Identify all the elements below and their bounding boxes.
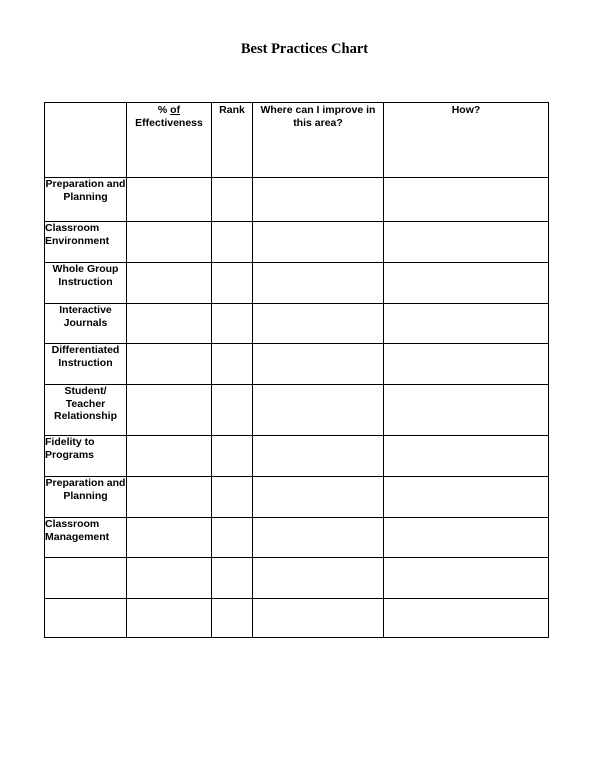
where-improve-cell[interactable] — [253, 436, 384, 477]
header-where-improve: Where can I improve in this area? — [253, 103, 384, 178]
header-effectiveness-suffix: Effectiveness — [135, 116, 203, 129]
row-label — [45, 599, 127, 638]
how-cell[interactable] — [384, 222, 549, 263]
best-practices-table — [44, 102, 549, 638]
rank-cell[interactable] — [212, 436, 253, 477]
effectiveness-cell[interactable] — [127, 518, 212, 558]
where-improve-cell[interactable] — [253, 263, 384, 304]
effectiveness-cell[interactable] — [127, 436, 212, 477]
table-row — [45, 558, 549, 599]
rank-cell[interactable] — [212, 263, 253, 304]
effectiveness-cell[interactable] — [127, 385, 212, 436]
row-label: Preparation and Planning — [45, 477, 127, 518]
header-corner-cell — [45, 103, 127, 178]
rank-cell[interactable] — [212, 599, 253, 638]
how-cell[interactable] — [384, 599, 549, 638]
effectiveness-cell[interactable] — [127, 222, 212, 263]
header-how: How? — [384, 103, 549, 178]
where-improve-cell[interactable] — [253, 518, 384, 558]
header-rank: Rank — [212, 103, 253, 178]
effectiveness-cell[interactable] — [127, 263, 212, 304]
page-title: Best Practices Chart — [240, 41, 369, 57]
row-label: Interactive Journals — [45, 304, 127, 344]
how-cell[interactable] — [384, 263, 549, 304]
row-label — [45, 558, 127, 599]
rank-cell[interactable] — [212, 558, 253, 599]
rank-cell[interactable] — [212, 518, 253, 558]
table-row — [45, 222, 549, 263]
effectiveness-cell[interactable] — [127, 304, 212, 344]
rank-cell[interactable] — [212, 477, 253, 518]
table-row — [45, 477, 549, 518]
row-label: Preparation and Planning — [45, 178, 127, 222]
where-improve-cell[interactable] — [253, 344, 384, 385]
how-cell[interactable] — [384, 344, 549, 385]
effectiveness-cell[interactable] — [127, 558, 212, 599]
table-row — [45, 518, 549, 558]
rank-cell[interactable] — [212, 385, 253, 436]
effectiveness-cell[interactable] — [127, 344, 212, 385]
where-improve-cell[interactable] — [253, 304, 384, 344]
how-cell[interactable] — [384, 304, 549, 344]
rank-cell[interactable] — [212, 222, 253, 263]
table-row — [45, 263, 549, 304]
table-row — [45, 385, 549, 436]
row-label: Classroom Management — [45, 518, 127, 558]
header-effectiveness-prefix: % — [157, 104, 171, 116]
table-row — [45, 599, 549, 638]
table-row — [45, 304, 549, 344]
table-row — [45, 178, 549, 222]
how-cell[interactable] — [384, 385, 549, 436]
rank-cell[interactable] — [212, 344, 253, 385]
table-row — [45, 344, 549, 385]
header-effectiveness — [127, 103, 212, 178]
where-improve-cell[interactable] — [253, 599, 384, 638]
where-improve-cell[interactable] — [253, 178, 384, 222]
row-label: Whole Group Instruction — [45, 263, 127, 304]
row-label: Student/ Teacher Relationship — [45, 385, 127, 436]
how-cell[interactable] — [384, 518, 549, 558]
where-improve-cell[interactable] — [253, 222, 384, 263]
where-improve-cell[interactable] — [253, 477, 384, 518]
header-row — [45, 103, 549, 178]
effectiveness-cell[interactable] — [127, 477, 212, 518]
how-cell[interactable] — [384, 178, 549, 222]
header-effectiveness-of: of — [170, 104, 181, 116]
how-cell[interactable] — [384, 436, 549, 477]
row-label: Differentiated Instruction — [45, 344, 127, 385]
row-label: Classroom Environment — [45, 222, 127, 263]
row-label: Fidelity to Programs — [45, 436, 127, 477]
how-cell[interactable] — [384, 558, 549, 599]
effectiveness-cell[interactable] — [127, 599, 212, 638]
rank-cell[interactable] — [212, 178, 253, 222]
table-row — [45, 436, 549, 477]
where-improve-cell[interactable] — [253, 385, 384, 436]
effectiveness-cell[interactable] — [127, 178, 212, 222]
rank-cell[interactable] — [212, 304, 253, 344]
how-cell[interactable] — [384, 477, 549, 518]
where-improve-cell[interactable] — [253, 558, 384, 599]
